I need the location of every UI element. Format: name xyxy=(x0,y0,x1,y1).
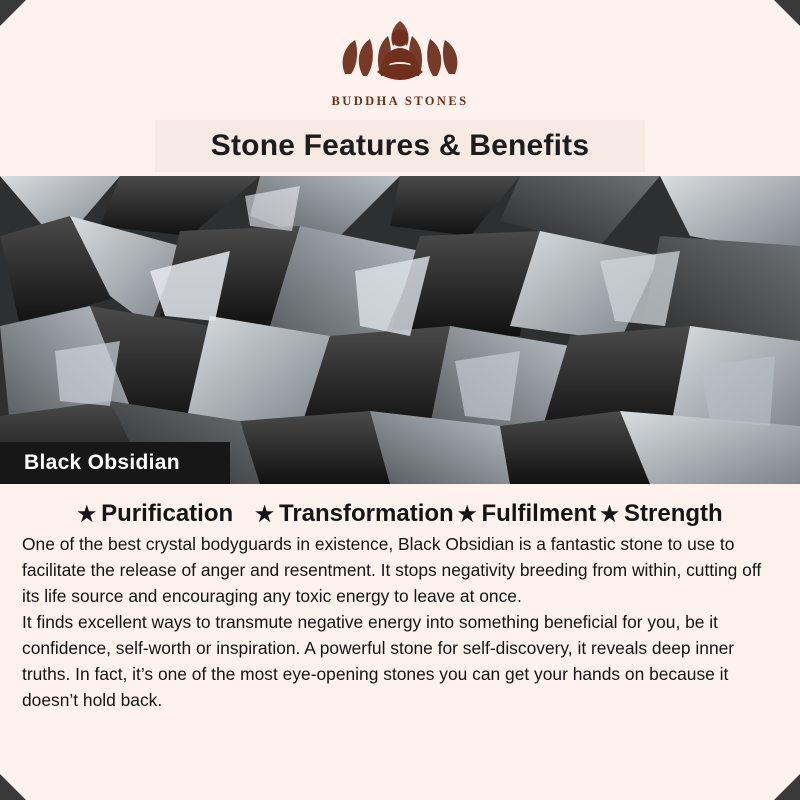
star-icon: ★ xyxy=(255,502,274,526)
keyword-list xyxy=(18,500,782,528)
corner-accent-bottom-left xyxy=(0,774,26,800)
star-icon: ★ xyxy=(457,502,477,526)
keyword-label: Strength xyxy=(624,500,723,527)
description-text xyxy=(22,532,778,713)
corner-accent-top-left xyxy=(0,0,26,26)
obsidian-crystal-illustration xyxy=(0,176,800,484)
keyword-item xyxy=(255,500,454,528)
brand-name: BUDDHA STONES xyxy=(331,94,469,108)
title-band xyxy=(155,120,645,172)
hero-caption xyxy=(0,442,230,484)
description-paragraph: It finds excellent ways to transmute negative energy into something beneficial for you, be it confidence, self-worth or inspiration. A powerful stone for self-discovery, it reveals deep inner truths. In fact, it’s one of the most eye-opening stones you can get your hands on because it doesn’t hold back. xyxy=(22,611,735,710)
corner-accent-bottom-right xyxy=(774,774,800,800)
star-icon: ★ xyxy=(77,502,97,526)
brand-logo xyxy=(325,16,475,108)
keyword-label: Purification xyxy=(101,500,234,527)
corner-accent-top-right xyxy=(774,0,800,26)
benefits-section xyxy=(0,484,800,800)
lotus-meditation-icon xyxy=(325,16,475,90)
keyword-label: Transformation xyxy=(278,500,454,527)
keyword-label: Fulfilment xyxy=(481,500,597,527)
star-icon: ★ xyxy=(600,502,619,526)
description-paragraph: One of the best crystal bodyguards in existence, Black Obsidian is a fantastic stone to use to facilitate the release of anger and resentment. It stops negativity breeding from within, cutting off its life source and encouraging any toxic energy to leave at once. xyxy=(22,534,762,606)
keyword-item xyxy=(77,500,233,528)
hero-image xyxy=(0,176,800,484)
header xyxy=(0,0,800,176)
hero-caption-label: Black Obsidian xyxy=(24,451,180,474)
keyword-item xyxy=(458,500,596,528)
page-title: Stone Features & Benefits xyxy=(210,129,590,162)
keyword-item xyxy=(600,500,723,528)
